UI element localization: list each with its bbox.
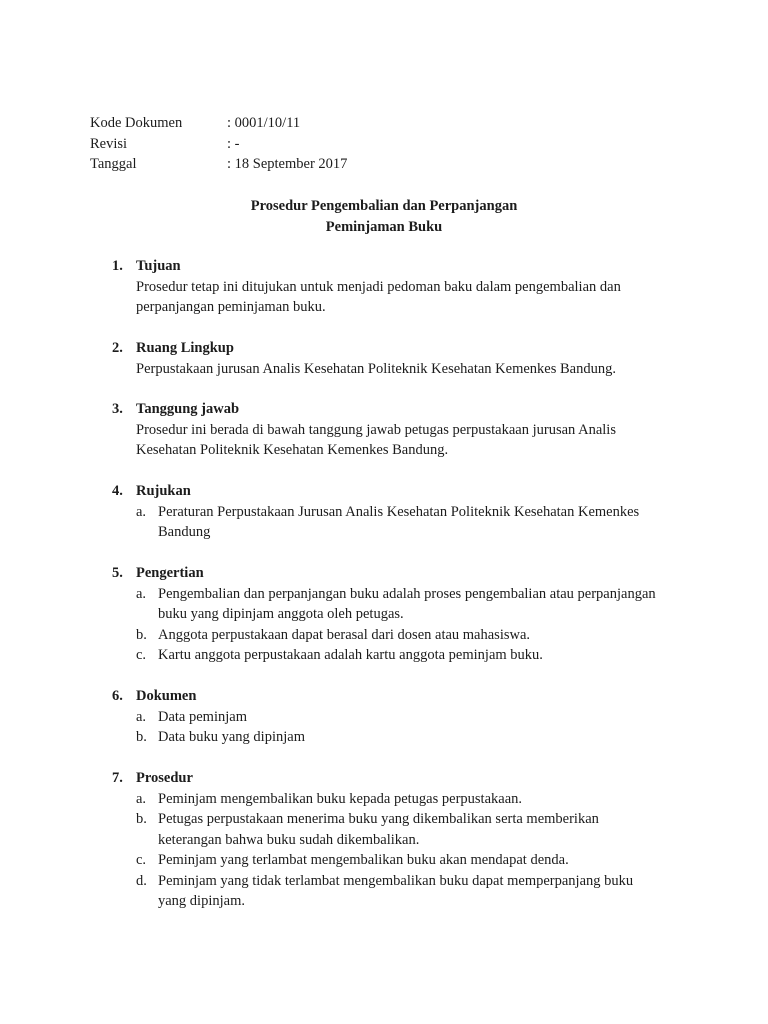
- section-list: [136, 707, 692, 748]
- section-title: Rujukan: [136, 483, 191, 499]
- meta-label: Revisi: [90, 135, 128, 152]
- section-title: Tujuan: [136, 258, 181, 274]
- meta-row-revisi: [90, 134, 347, 155]
- list-letter: b.: [136, 729, 147, 745]
- text-line: keterangan bahwa buku sudah dikembalikan.: [158, 831, 420, 848]
- list-letter: c.: [136, 647, 147, 663]
- section-dokumen: [112, 686, 692, 748]
- meta-label: Kode Dokumen: [90, 115, 183, 131]
- section-number: 6.: [112, 688, 123, 704]
- section-title: Ruang Lingkup: [136, 340, 234, 356]
- section-heading: [112, 686, 692, 707]
- section-tujuan: [112, 256, 692, 318]
- text-line: Peminjam mengembalikan buku kepada petugas perpustakaan.: [158, 790, 523, 807]
- section-text: [136, 277, 692, 318]
- document-title: [0, 196, 768, 237]
- title-line-1: Prosedur Pengembalian dan Perpanjangan: [250, 198, 518, 214]
- section-number: 4.: [112, 483, 123, 499]
- text-line: Bandung: [158, 524, 211, 540]
- text-line: perpanjangan peminjaman buku.: [136, 299, 326, 315]
- section-heading: [112, 481, 692, 502]
- text-line: Anggota perpustakaan dapat berasal dari dosen atau mahasiswa.: [158, 626, 531, 643]
- list-letter: a.: [136, 708, 147, 725]
- section-heading: [112, 338, 692, 359]
- meta-value: : -: [227, 135, 240, 152]
- meta-value: : 0001/10/11: [227, 115, 301, 131]
- text-line: Petugas perpustakaan menerima buku yang dikembalikan serta memberikan: [158, 811, 599, 827]
- section-title: Dokumen: [136, 688, 197, 704]
- text-line: Peraturan Perpustakaan Jurusan Analis Kesehatan Politeknik Kesehatan Kemenkes: [158, 503, 640, 520]
- section-title: Tanggung jawab: [136, 401, 240, 417]
- list-letter: a.: [136, 503, 147, 520]
- section-heading: [112, 768, 692, 789]
- section-title: Prosedur: [136, 770, 193, 786]
- section-list: [136, 789, 692, 912]
- list-letter: c.: [136, 852, 147, 868]
- section-list: [136, 502, 692, 543]
- meta-label: Tanggal: [90, 156, 137, 172]
- list-item: [136, 850, 692, 871]
- list-item: [136, 502, 692, 543]
- section-number: 5.: [112, 565, 123, 581]
- text-line: yang dipinjam.: [158, 893, 245, 909]
- section-text: [136, 420, 692, 461]
- text-line: Kesehatan Politeknik Kesehatan Kemenkes Bandung.: [136, 442, 449, 458]
- list-letter: a.: [136, 585, 147, 602]
- list-item: [136, 584, 692, 625]
- section-pengertian: [112, 563, 692, 666]
- section-tanggung-jawab: [112, 399, 692, 461]
- section-rujukan: [112, 481, 692, 543]
- list-item: [136, 809, 692, 850]
- list-letter: b.: [136, 811, 147, 827]
- text-line: Prosedur tetap ini ditujukan untuk menjadi pedoman baku dalam pengembalian dan: [136, 278, 621, 295]
- list-letter: b.: [136, 626, 147, 643]
- text-line: Data buku yang dipinjam: [158, 729, 305, 745]
- text-line: Prosedur ini berada di bawah tanggung jawab petugas perpustakaan jurusan Analis: [136, 421, 616, 438]
- list-item: [136, 727, 692, 748]
- section-number: 2.: [112, 340, 123, 356]
- text-line: Peminjam yang terlambat mengembalikan buku akan mendapat denda.: [158, 852, 569, 868]
- text-line: Perpustakaan jurusan Analis Kesehatan Politeknik Kesehatan Kemenkes Bandung.: [136, 360, 616, 377]
- section-heading: [112, 256, 692, 277]
- section-number: 7.: [112, 770, 123, 786]
- list-item: [136, 645, 692, 666]
- meta-row-tanggal: [90, 154, 347, 175]
- text-line: buku yang dipinjam anggota oleh petugas.: [158, 606, 404, 622]
- text-line: Kartu anggota perpustakaan adalah kartu anggota peminjam buku.: [158, 647, 543, 663]
- list-letter: d.: [136, 872, 147, 889]
- title-line-2: Peminjaman Buku: [325, 218, 443, 235]
- section-number: 3.: [112, 401, 123, 417]
- text-line: Peminjam yang tidak terlambat mengembalikan buku dapat memperpanjang buku: [158, 872, 634, 889]
- list-letter: a.: [136, 790, 147, 807]
- section-text: [136, 359, 692, 380]
- list-item: [136, 789, 692, 810]
- section-prosedur: [112, 768, 692, 912]
- meta-value: : 18 September 2017: [227, 156, 348, 172]
- list-item: [136, 707, 692, 728]
- document-metadata: [90, 113, 347, 175]
- section-list: [136, 584, 692, 666]
- list-item: [136, 625, 692, 646]
- section-ruang-lingkup: [112, 338, 692, 379]
- text-line: Pengembalian dan perpanjangan buku adalah proses pengembalian atau perpanjangan: [158, 585, 656, 602]
- section-number: 1.: [112, 258, 123, 274]
- section-heading: [112, 399, 692, 420]
- section-title: Pengertian: [136, 565, 204, 581]
- section-heading: [112, 563, 692, 584]
- text-line: Data peminjam: [158, 708, 247, 725]
- list-item: [136, 871, 692, 912]
- meta-row-kode-dokumen: [90, 113, 347, 134]
